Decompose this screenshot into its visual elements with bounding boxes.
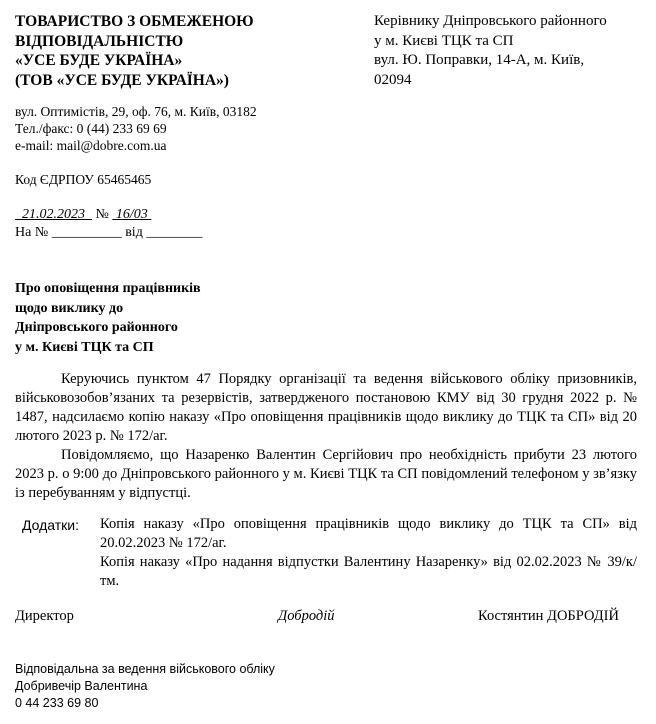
signature: Добродій — [278, 608, 335, 624]
signatory-name: Костянтин ДОБРОДІЙ — [478, 608, 619, 624]
sender-name-line: (ТОВ «УСЕ БУДЕ УКРАЇНА») — [15, 71, 229, 89]
outgoing-number: 16/03 — [112, 207, 152, 222]
subject-line: у м. Києві ТЦК та СП — [15, 339, 154, 355]
signatory-position: Директор — [15, 608, 74, 624]
outgoing-number-block — [15, 206, 202, 242]
body-paragraph: Повідомляємо, що Назаренко Валентин Сергійович про необхідність прибути 23 лютого 2023 р. о 9:00 до Дніпровського районного у м. Києві ТЦК та СП повідомлений телефоном у зв’язку із перебуванням у відпустці. — [15, 447, 637, 501]
reply-blank-number: __________ — [51, 225, 122, 240]
recipient-block — [374, 12, 644, 90]
sender-address: вул. Оптимістів, 29, оф. 76, м. Київ, 03182 — [15, 104, 257, 119]
responsible-title: Відповідальна за ведення військового обліку — [15, 662, 275, 676]
recipient-line: у м. Києві ТЦК та СП — [374, 32, 514, 49]
reply-line — [15, 224, 202, 242]
sender-name-line: ТОВАРИСТВО З ОБМЕЖЕНОЮ — [15, 13, 254, 30]
body-paragraph: Керуючись пунктом 47 Порядку організації та ведення військового обліку призовників, військовозобов’язаних та резервістів, затвердженого постановою КМУ від 30 грудня 2022 р. № 1487, надсилаємо копію наказу «Про оповіщення працівників щодо виклику до ТЦК та СП» від 20 лютого 2023 р. № 172/аг. — [15, 371, 637, 444]
letter-subject — [15, 279, 201, 357]
outgoing-no-label: № — [95, 207, 109, 222]
letter-body — [15, 370, 637, 503]
attachment-item: Копія наказу «Про оповіщення працівників щодо виклику до ТЦК та СП» від 20.02.2023 № 172/аг. — [100, 516, 637, 551]
responsible-name: Добривечір Валентина — [15, 679, 148, 693]
recipient-line: 02094 — [374, 71, 412, 88]
sender-email: e-mail: mail@dobre.com.ua — [15, 138, 167, 153]
subject-line: щодо виклику до — [15, 300, 124, 316]
recipient-line: вул. Ю. Поправки, 14-А, м. Київ, — [374, 52, 585, 68]
sender-name-line: ВІДПОВІДАЛЬНІСТЮ — [15, 32, 184, 50]
responsible-phone: 0 44 233 69 80 — [15, 696, 99, 710]
reply-prefix: На № — [15, 225, 49, 240]
outgoing-date-line — [15, 206, 202, 224]
sender-org-name — [15, 12, 345, 90]
attachments-list — [100, 515, 637, 591]
recipient-line: Керівнику Дніпровського районного — [374, 13, 607, 29]
edrpou-code: Код ЄДРПОУ 65465465 — [15, 172, 152, 187]
subject-line: Про оповіщення працівників — [15, 281, 201, 296]
attachment-item: Копія наказу «Про надання відпустки Валентину Назаренку» від 02.02.2023 № 39/к/тм. — [100, 554, 637, 589]
attachments-label: Додатки: — [22, 517, 80, 533]
reply-mid: від — [125, 225, 143, 240]
sender-name-line: «УСЕ БУДЕ УКРАЇНА» — [15, 52, 183, 69]
sender-contacts — [15, 103, 257, 154]
sender-phone: Тел./факс: 0 (44) 233 69 69 — [15, 121, 167, 136]
outgoing-date: 21.02.2023 — [15, 207, 92, 222]
subject-line: Дніпровського районного — [15, 320, 178, 335]
responsible-person — [15, 661, 275, 712]
reply-blank-date: ________ — [146, 225, 203, 240]
